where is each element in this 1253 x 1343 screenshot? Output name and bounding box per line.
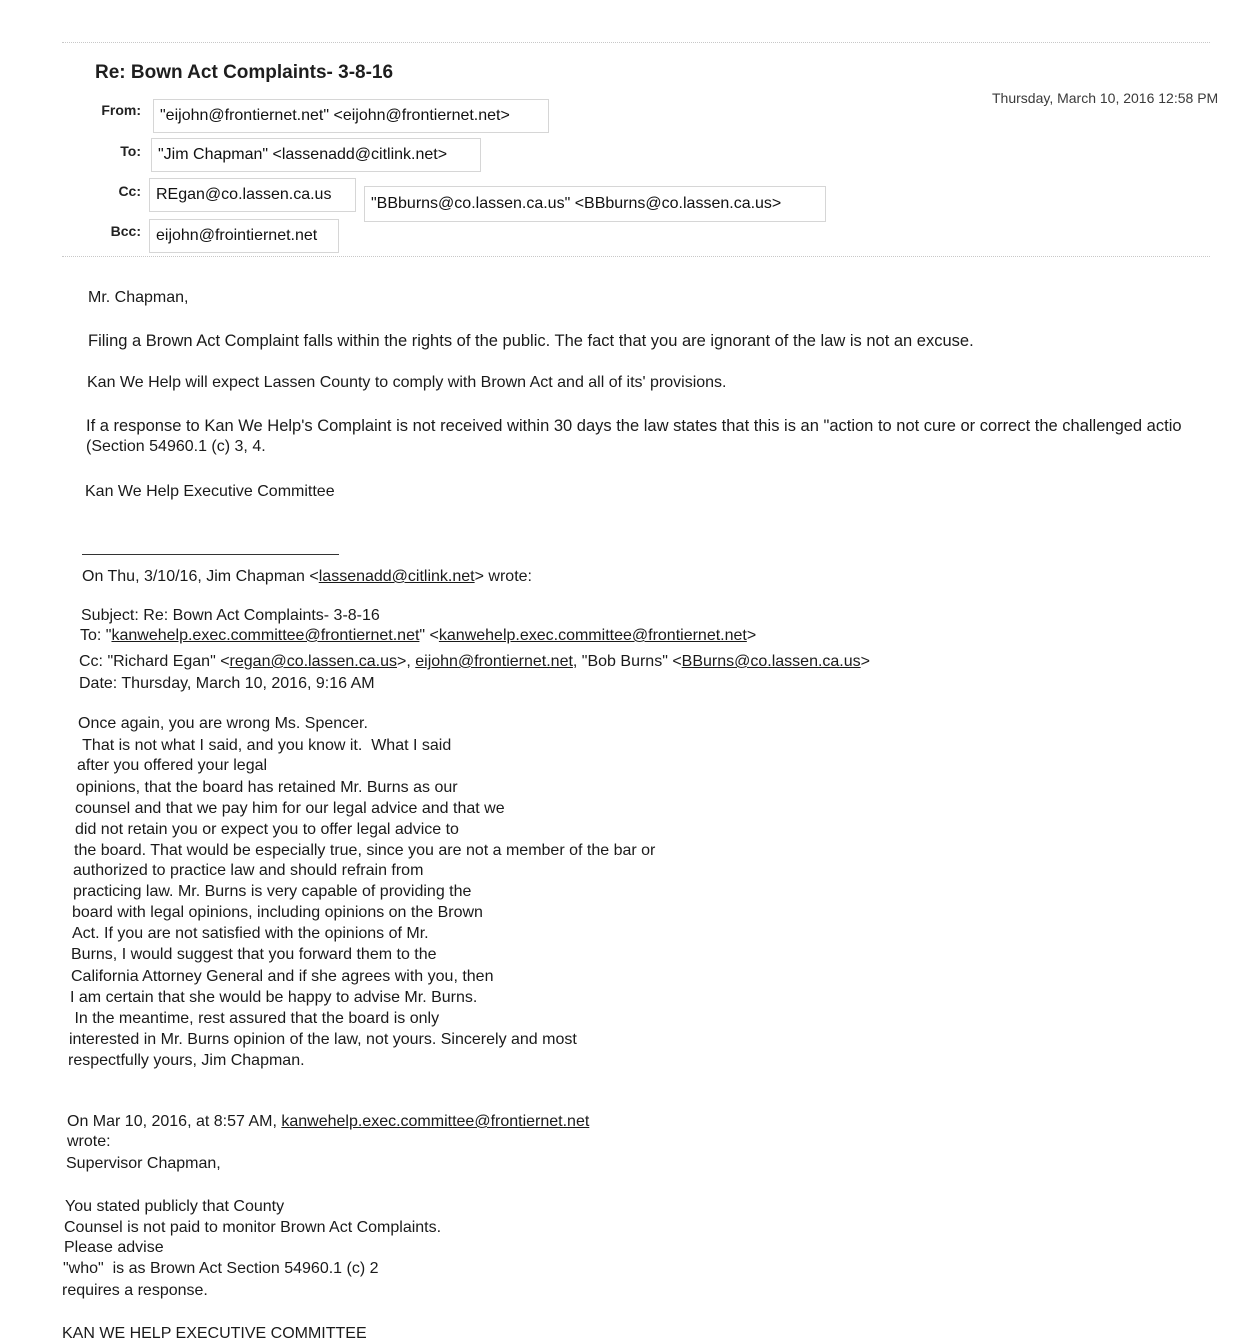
quoted2-body-line: Counsel is not paid to monitor Brown Act Complaints. bbox=[64, 1219, 442, 1236]
quoted1-body-line: board with legal opinions, including opinions on the Brown bbox=[72, 904, 483, 921]
quoted1-to-prefix: To: " bbox=[80, 627, 112, 644]
quoted1-body-line: In the meantime, rest assured that the board is only bbox=[70, 1010, 440, 1027]
quoted1-cc-email-link-1[interactable]: regan@co.lassen.ca.us bbox=[229, 653, 397, 670]
to-address-chip[interactable]: "Jim Chapman" <lassenadd@citlink.net> bbox=[151, 138, 481, 172]
quoted1-cc-prefix: Cc: "Richard Egan" < bbox=[79, 653, 230, 670]
body-paragraph-1: Filing a Brown Act Complaint falls within the rights of the public. The fact that you are ignorant of the law is not an excuse. bbox=[88, 332, 974, 350]
bcc-label: Bcc: bbox=[110, 223, 141, 239]
quoted2-body-line: "who" is as Brown Act Section 54960.1 (c) 2 bbox=[63, 1260, 379, 1277]
quoted1-body-line: California Attorney General and if she agrees with you, then bbox=[71, 968, 494, 985]
bcc-address-chip[interactable]: eijohn@frointiernet.net bbox=[149, 219, 339, 253]
quoted1-body-line: opinions, that the board has retained Mr. Burns as our bbox=[76, 779, 458, 796]
quoted1-to-suffix: > bbox=[746, 627, 757, 644]
from-address-chip[interactable]: "eijohn@frontiernet.net" <eijohn@frontiernet.net> bbox=[153, 99, 549, 133]
quoted2-wrote-prefix: On Mar 10, 2016, at 8:57 AM, bbox=[67, 1113, 282, 1130]
quoted1-cc-middle-2: , "Bob Burns" < bbox=[572, 653, 682, 670]
quoted1-cc-middle-1: >, bbox=[397, 653, 416, 670]
email-date: Thursday, March 10, 2016 12:58 PM bbox=[992, 90, 1219, 106]
cc-label: Cc: bbox=[118, 183, 141, 199]
quoted1-wrote-line bbox=[82, 567, 532, 586]
quoted1-date-line: Date: Thursday, March 10, 2016, 9:16 AM bbox=[79, 675, 375, 692]
quoted1-body-line: Burns, I would suggest that you forward them to the bbox=[71, 946, 437, 963]
quoted1-body-line: after you offered your legal bbox=[77, 757, 268, 774]
quoted2-signature: KAN WE HELP EXECUTIVE COMMITTEE bbox=[62, 1325, 367, 1342]
quoted1-to-email-link-2[interactable]: kanwehelp.exec.committee@frontiernet.net bbox=[438, 627, 747, 644]
quoted1-body-line: counsel and that we pay him for our legal advice and that we bbox=[75, 800, 505, 817]
quoted1-body-line: did not retain you or expect you to offer legal advice to bbox=[75, 821, 459, 838]
body-paragraph-3-line-2: (Section 54960.1 (c) 3, 4. bbox=[86, 438, 266, 455]
from-label: From: bbox=[101, 102, 141, 118]
quoted1-subject-line: Subject: Re: Bown Act Complaints- 3-8-16 bbox=[81, 607, 380, 624]
email-subject: Re: Bown Act Complaints- 3-8-16 bbox=[95, 62, 394, 83]
quoted2-wrote-line bbox=[67, 1112, 589, 1131]
quoted1-body-line: I am certain that she would be happy to advise Mr. Burns. bbox=[70, 989, 478, 1006]
quoted2-body-line: requires a response. bbox=[62, 1282, 208, 1299]
quoted1-to-email-link-1[interactable]: kanwehelp.exec.committee@frontiernet.net bbox=[111, 627, 420, 644]
quoted1-cc-email-link-3[interactable]: BBurns@co.lassen.ca.us bbox=[681, 653, 861, 670]
quoted1-cc-line bbox=[79, 652, 870, 671]
body-salutation: Mr. Chapman, bbox=[88, 289, 189, 306]
quoted2-salutation: Supervisor Chapman, bbox=[66, 1155, 221, 1172]
quoted1-body-line: interested in Mr. Burns opinion of the law, not yours. Sincerely and most bbox=[69, 1031, 577, 1048]
quoted1-cc-suffix: > bbox=[860, 653, 870, 670]
quoted1-cc-email-link-2[interactable]: eijohn@frontiernet.net bbox=[415, 653, 573, 670]
cc-address-chip-2[interactable]: "BBburns@co.lassen.ca.us" <BBburns@co.lassen.ca.us> bbox=[364, 186, 826, 222]
header-bottom-rule bbox=[62, 256, 1210, 257]
quoted2-body-line: Please advise bbox=[64, 1239, 164, 1256]
reply-separator bbox=[82, 554, 339, 555]
quoted1-wrote-suffix: > wrote: bbox=[474, 568, 532, 585]
body-paragraph-3-line-1: If a response to Kan We Help's Complaint is not received within 30 days the law states that this is an "action to not cure or correct the challenged actio bbox=[86, 417, 1182, 435]
quoted1-to-line bbox=[80, 626, 756, 645]
quoted2-wrote-suffix: wrote: bbox=[67, 1133, 111, 1150]
quoted1-sender-email-link[interactable]: lassenadd@citlink.net bbox=[318, 568, 475, 585]
header-top-rule bbox=[62, 42, 1210, 43]
quoted1-wrote-prefix: On Thu, 3/10/16, Jim Chapman < bbox=[82, 568, 319, 585]
quoted1-body-line: respectfully yours, Jim Chapman. bbox=[68, 1052, 305, 1069]
quoted1-body-line: practicing law. Mr. Burns is very capable of providing the bbox=[73, 883, 472, 900]
quoted1-body-line: the board. That would be especially true, since you are not a member of the bar or bbox=[74, 842, 656, 859]
quoted1-body-line: authorized to practice law and should refrain from bbox=[73, 862, 424, 879]
quoted1-to-middle: " < bbox=[419, 627, 439, 644]
quoted2-sender-email-link[interactable]: kanwehelp.exec.committee@frontiernet.net bbox=[281, 1113, 590, 1130]
quoted1-body-line: Once again, you are wrong Ms. Spencer. bbox=[78, 715, 368, 732]
to-label: To: bbox=[120, 143, 141, 159]
body-signature: Kan We Help Executive Committee bbox=[85, 483, 335, 500]
body-paragraph-2: Kan We Help will expect Lassen County to comply with Brown Act and all of its' provisions. bbox=[87, 374, 727, 391]
quoted1-body-line: That is not what I said, and you know it. What I said bbox=[78, 737, 452, 754]
quoted1-body-line: Act. If you are not satisfied with the opinions of Mr. bbox=[72, 925, 429, 942]
quoted2-body-line: You stated publicly that County bbox=[65, 1198, 285, 1215]
cc-address-chip-1[interactable]: REgan@co.lassen.ca.us bbox=[149, 178, 356, 212]
